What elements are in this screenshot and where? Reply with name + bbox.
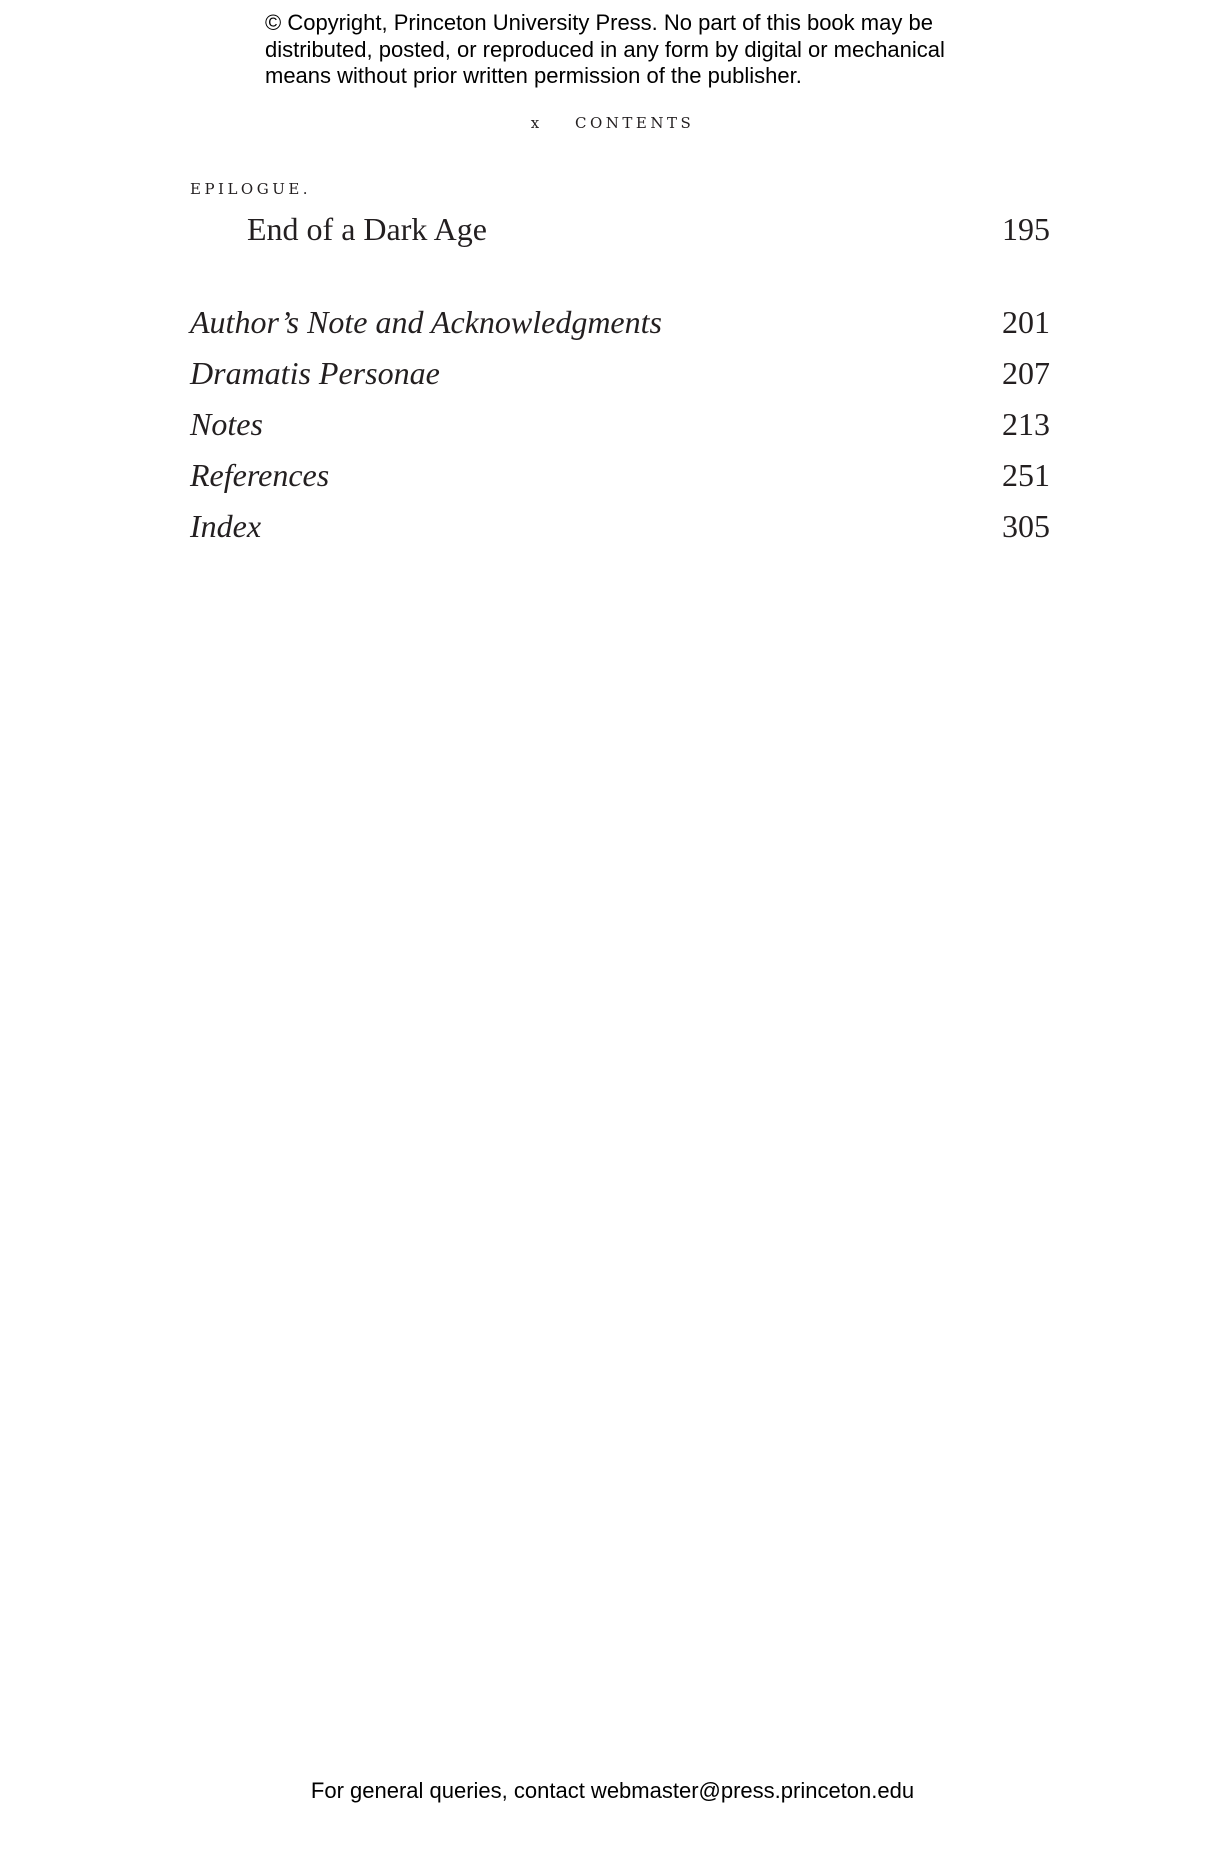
copyright-line: distributed, posted, or reproduced in any form by digital or mechanical xyxy=(265,36,945,62)
toc-entry-title: Author’s Note and Acknowledgments xyxy=(190,304,662,340)
toc-entry-references[interactable] xyxy=(190,453,1050,497)
toc-entry-title: References xyxy=(190,457,330,493)
toc-entry-title: End of a Dark Age xyxy=(247,211,487,247)
footer-contact: For general queries, contact webmaster@press.princeton.edu xyxy=(310,1778,915,1803)
running-head-title: CONTENTS xyxy=(574,114,695,132)
epilogue-label: EPILOGUE. xyxy=(190,180,312,198)
toc-entry-page: 251 xyxy=(1002,457,1050,493)
toc-entry-index[interactable] xyxy=(190,504,1050,548)
toc-entry-dramatis-personae[interactable] xyxy=(190,351,1050,395)
toc-entry-authors-note[interactable] xyxy=(190,300,1050,344)
toc-entry-epilogue[interactable] xyxy=(190,207,1050,251)
toc-entry-page: 207 xyxy=(1002,355,1050,391)
toc-entry-title: Index xyxy=(190,508,262,544)
toc-entry-title: Notes xyxy=(190,406,263,442)
toc-entry-notes[interactable] xyxy=(190,402,1050,446)
running-head xyxy=(0,114,1225,132)
toc-entry-page: 195 xyxy=(1002,211,1050,247)
page-folio: x xyxy=(530,114,543,132)
toc-entry-title: Dramatis Personae xyxy=(190,355,440,391)
copyright-notice xyxy=(265,10,985,90)
toc-entry-page: 305 xyxy=(1002,508,1050,544)
toc-entry-page: 201 xyxy=(1002,304,1050,340)
copyright-line: © Copyright, Princeton University Press. No part of this book may be xyxy=(265,10,933,35)
copyright-line: means without prior written permission of the publisher. xyxy=(265,63,802,88)
toc-entry-page: 213 xyxy=(1002,406,1050,442)
